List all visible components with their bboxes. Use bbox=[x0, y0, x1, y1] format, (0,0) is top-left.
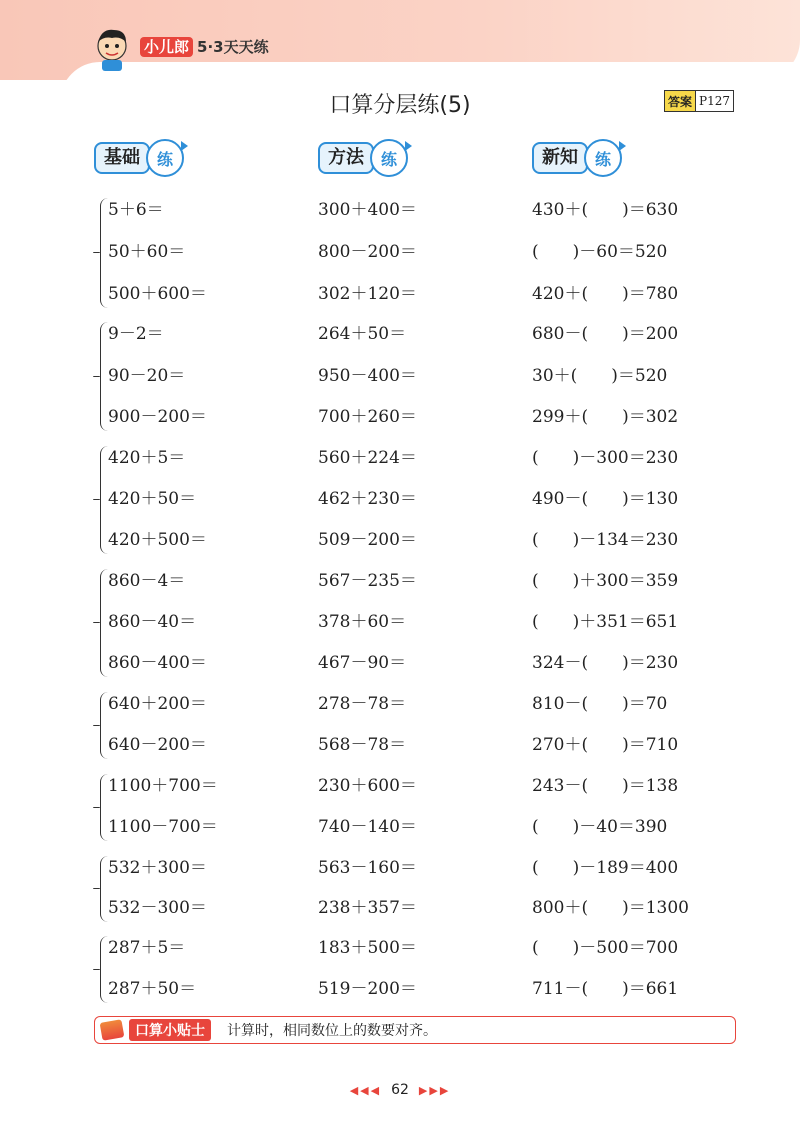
new-problem: 430＋( )＝630 bbox=[532, 200, 679, 220]
basic-problem: 640＋200＝ bbox=[108, 694, 207, 714]
new-problem: 324－( )＝230 bbox=[532, 653, 679, 673]
group-brace bbox=[100, 198, 109, 308]
page-title: 口算分层练(5) bbox=[329, 93, 471, 118]
new-problem: ( )－500＝700 bbox=[532, 938, 679, 958]
basic-problem: 9－2＝ bbox=[108, 324, 164, 344]
method-problem: 462＋230＝ bbox=[318, 489, 417, 509]
method-problem: 800－200＝ bbox=[318, 242, 417, 262]
column-header-basic bbox=[94, 140, 184, 176]
new-problem: 30＋( )＝520 bbox=[532, 366, 668, 386]
answer-label: 答案 bbox=[668, 94, 693, 109]
method-problem: 560＋224＝ bbox=[318, 448, 417, 468]
basic-problem: 532－300＝ bbox=[108, 898, 207, 918]
brand-main: 小儿郎 bbox=[140, 37, 193, 57]
method-problem: 302＋120＝ bbox=[318, 284, 417, 304]
new-problem: 680－( )＝200 bbox=[532, 324, 679, 344]
group-brace bbox=[100, 936, 109, 1003]
new-problem: ( )＋351＝651 bbox=[532, 612, 679, 632]
column-label-method: 方法 bbox=[318, 142, 374, 174]
new-problem: 243－( )＝138 bbox=[532, 776, 679, 796]
new-problem: 800＋( )＝1300 bbox=[532, 898, 689, 918]
answer-page: P127 bbox=[695, 91, 733, 111]
new-problem: 299＋( )＝302 bbox=[532, 407, 679, 427]
new-problem: ( )－60＝520 bbox=[532, 242, 668, 262]
method-problem: 519－200＝ bbox=[318, 979, 417, 999]
basic-problem: 5＋6＝ bbox=[108, 200, 164, 220]
basic-problem: 287＋50＝ bbox=[108, 979, 197, 999]
tip-title: 口算小贴士 bbox=[129, 1019, 211, 1041]
basic-problem: 532＋300＝ bbox=[108, 858, 207, 878]
group-brace bbox=[100, 569, 109, 677]
new-problem: ( )－300＝230 bbox=[532, 448, 679, 468]
method-problem: 509－200＝ bbox=[318, 530, 417, 550]
group-brace bbox=[100, 856, 109, 922]
brand-sub: 5·3天天练 bbox=[197, 38, 269, 56]
answer-tag bbox=[664, 90, 734, 112]
basic-problem: 860－40＝ bbox=[108, 612, 197, 632]
basic-problem: 860－400＝ bbox=[108, 653, 207, 673]
method-problem: 700＋260＝ bbox=[318, 407, 417, 427]
method-problem: 740－140＝ bbox=[318, 817, 417, 837]
method-problem: 378＋60＝ bbox=[318, 612, 407, 632]
column-badge-new: 练 bbox=[584, 139, 622, 177]
method-problem: 230＋600＝ bbox=[318, 776, 417, 796]
new-problem: ( )－189＝400 bbox=[532, 858, 679, 878]
new-problem: ( )＋300＝359 bbox=[532, 571, 679, 591]
method-problem: 950－400＝ bbox=[318, 366, 417, 386]
group-brace bbox=[100, 692, 109, 759]
basic-problem: 50＋60＝ bbox=[108, 242, 186, 262]
group-brace bbox=[100, 446, 109, 554]
group-brace bbox=[100, 774, 109, 841]
new-problem: 270＋( )＝710 bbox=[532, 735, 679, 755]
basic-problem: 640－200＝ bbox=[108, 735, 207, 755]
method-problem: 300＋400＝ bbox=[318, 200, 417, 220]
basic-problem: 287＋5＝ bbox=[108, 938, 186, 958]
brand-logo bbox=[140, 36, 269, 57]
basic-problem: 1100＋700＝ bbox=[108, 776, 218, 796]
page-number: 62 bbox=[391, 1082, 409, 1098]
new-problem: 711－( )＝661 bbox=[532, 979, 679, 999]
new-problem: ( )－134＝230 bbox=[532, 530, 679, 550]
new-problem: ( )－40＝390 bbox=[532, 817, 668, 837]
left-arrows-icon: ◀◀◀ bbox=[349, 1084, 382, 1097]
method-problem: 567－235＝ bbox=[318, 571, 417, 591]
method-problem: 264＋50＝ bbox=[318, 324, 407, 344]
method-problem: 563－160＝ bbox=[318, 858, 417, 878]
method-problem: 278－78＝ bbox=[318, 694, 407, 714]
basic-problem: 1100－700＝ bbox=[108, 817, 218, 837]
group-brace bbox=[100, 322, 109, 431]
basic-problem: 420＋5＝ bbox=[108, 448, 186, 468]
column-badge-method: 练 bbox=[370, 139, 408, 177]
column-label-basic: 基础 bbox=[94, 142, 150, 174]
basic-problem: 420＋500＝ bbox=[108, 530, 207, 550]
basic-problem: 860－4＝ bbox=[108, 571, 186, 591]
tip-text: 计算时，相同数位上的数要对齐。 bbox=[227, 1023, 437, 1039]
method-problem: 467－90＝ bbox=[318, 653, 407, 673]
column-label-new: 新知 bbox=[532, 142, 588, 174]
column-header-new bbox=[532, 140, 622, 176]
method-problem: 238＋357＝ bbox=[318, 898, 417, 918]
new-problem: 420＋( )＝780 bbox=[532, 284, 679, 304]
method-problem: 568－78＝ bbox=[318, 735, 407, 755]
basic-problem: 420＋50＝ bbox=[108, 489, 197, 509]
mascot-icon bbox=[92, 26, 132, 72]
right-arrows-icon: ▶▶▶ bbox=[418, 1084, 451, 1097]
page-footer bbox=[0, 1082, 800, 1098]
method-problem: 183＋500＝ bbox=[318, 938, 417, 958]
column-header-method bbox=[318, 140, 408, 176]
tip-box bbox=[94, 1016, 736, 1044]
new-problem: 490－( )＝130 bbox=[532, 489, 679, 509]
basic-problem: 500＋600＝ bbox=[108, 284, 207, 304]
column-badge-basic: 练 bbox=[146, 139, 184, 177]
basic-problem: 900－200＝ bbox=[108, 407, 207, 427]
pencil-note-icon bbox=[100, 1019, 125, 1041]
basic-problem: 90－20＝ bbox=[108, 366, 186, 386]
new-problem: 810－( )＝70 bbox=[532, 694, 668, 714]
